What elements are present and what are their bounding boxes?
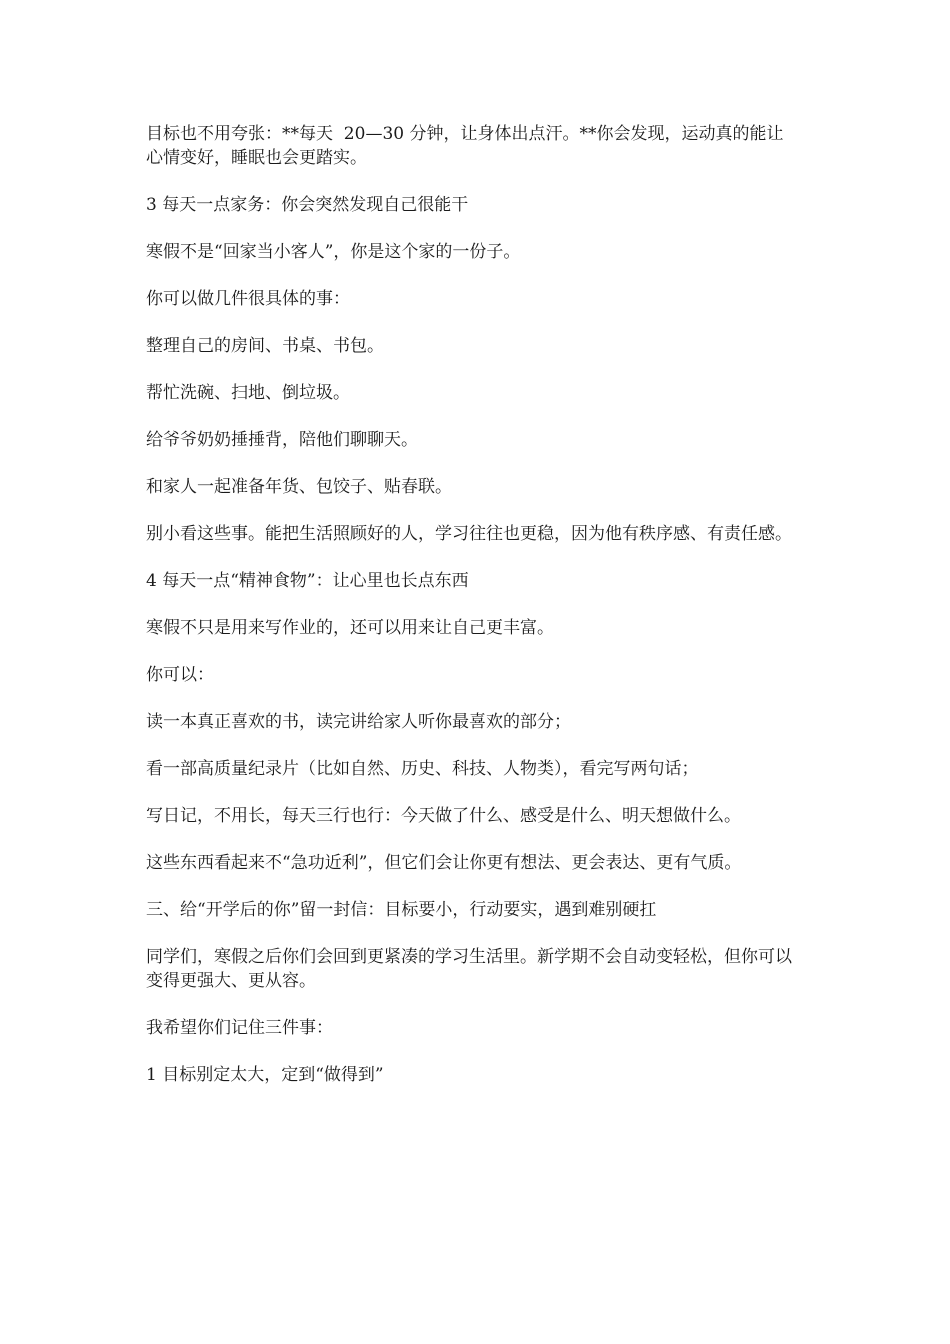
- paragraph-you-can: 你可以：: [146, 665, 214, 685]
- list-item-diary: 写日记，不用长，每天三行也行：今天做了什么、感受是什么、明天想做什么。: [146, 806, 741, 826]
- heading-letter-to-future: 三、给“开学后的你”留一封信：目标要小，行动要实，遇到难别硬扛: [146, 900, 657, 920]
- paragraph-exercise-goal: 目标也不用夸张：**每天 20—30 分钟，让身体出点汗。**你会发现，运动真的能让心情变好，睡眠也会更踏实。: [146, 124, 784, 168]
- document-body: [146, 122, 796, 1110]
- list-item-documentary: 看一部高质量纪录片（比如自然、历史、科技、人物类），看完写两句话；: [146, 759, 699, 779]
- paragraph-not-guest: 寒假不是“回家当小客人”，你是这个家的一份子。: [146, 242, 521, 262]
- list-item-grandparents: 给爷爷奶奶捶捶背，陪他们聊聊天。: [146, 430, 418, 450]
- heading-housework: 3 每天一点家务：你会突然发现自己很能干: [146, 195, 469, 215]
- paragraph-order-responsibility: 别小看这些事。能把生活照顾好的人，学习往往也更稳，因为他有秩序感、有责任感。: [146, 524, 792, 544]
- paragraph-not-utilitarian: 这些东西看起来不“急功近利”，但它们会让你更有想法、更会表达、更有气质。: [146, 853, 742, 873]
- paragraph-new-semester: 同学们，寒假之后你们会回到更紧凑的学习生活里。新学期不会自动变轻松，但你可以变得更强大、更从容。: [146, 947, 792, 991]
- list-item-wash-dishes: 帮忙洗碗、扫地、倒垃圾。: [146, 383, 350, 403]
- paragraph-enrich-yourself: 寒假不只是用来写作业的，还可以用来让自己更丰富。: [146, 618, 554, 638]
- list-item-read-book: 读一本真正喜欢的书，读完讲给家人听你最喜欢的部分；: [146, 712, 571, 732]
- paragraph-things-to-do: 你可以做几件很具体的事：: [146, 289, 350, 309]
- list-item-tidy-room: 整理自己的房间、书桌、书包。: [146, 336, 384, 356]
- heading-small-goals: 1 目标别定太大，定到“做得到”: [146, 1065, 384, 1085]
- paragraph-three-things: 我希望你们记住三件事：: [146, 1018, 333, 1038]
- list-item-new-year: 和家人一起准备年货、包饺子、贴春联。: [146, 477, 452, 497]
- heading-spiritual-food: 4 每天一点“精神食物”：让心里也长点东西: [146, 571, 469, 591]
